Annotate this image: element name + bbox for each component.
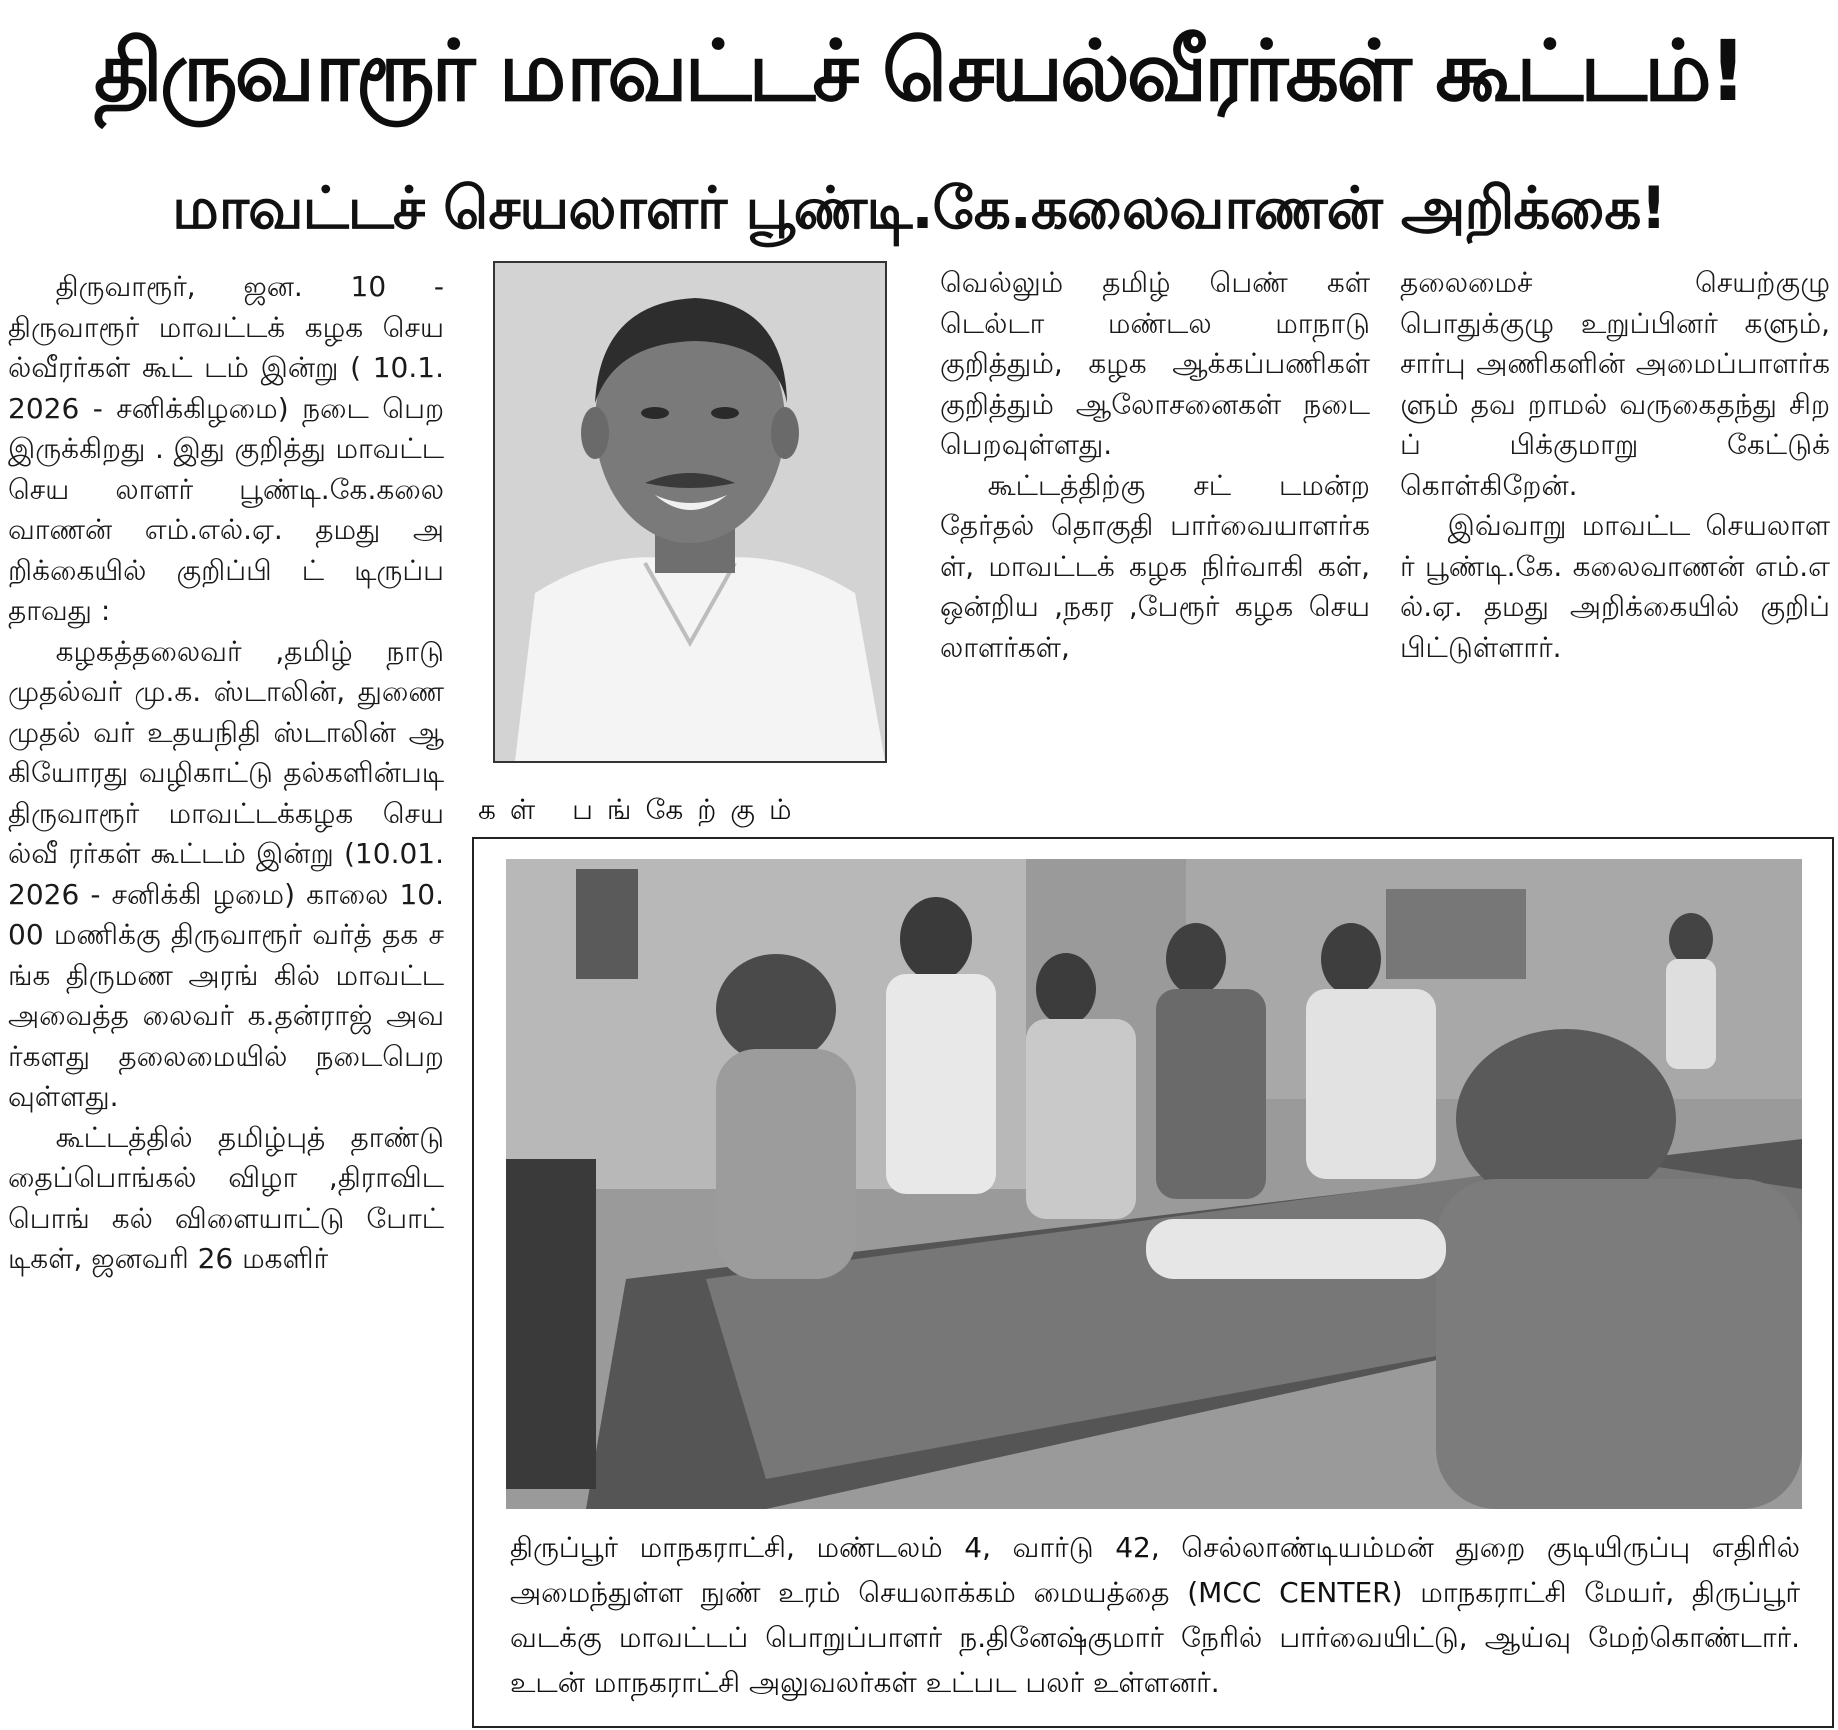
news-photo-box [472,837,1834,1728]
news-photo [506,859,1802,1509]
article-paragraph: தலைமைச் செயற்குழு பொதுக்குழு உறுப்பினர் களும், சார்பு அணிகளின் அமைப்பாளர்களும் தவ றாமல் வருகைதந்து சிறப் பிக்குமாறு கேட்டுக் கொள்கிறேன். [1400,266,1830,502]
article-column-4 [1400,263,1830,823]
article-paragraph: கழகத்தலைவர் ,தமிழ் நாடு முதல்வர் மு.க. ஸ்டாலின், துணை முதல் வர் உதயநிதி ஸ்டாலின் ஆகியோரது வழிகாட்டு தல்களின்படி திருவாரூர் மாவட்டக்கழக செயல்வீ ரர்கள் கூட்டம் இன்று (10.01.2026 - சனிக்கி ழமை) காலை 10.00 மணிக்கு திருவாரூர் வர்த் தக சங்க திருமண அரங் கில் மாவட்ட அவைத்த லைவர் க.தன்ராஜ் அவர்களது தலைமையில் நடைபெறவுள்ளது. [8,634,444,1113]
photo-caption: திருப்பூர் மாநகராட்சி, மண்டலம் 4, வார்டு 42, செல்லாண்டியம்மன் துறை குடியிருப்பு எதிரில் அமைந்துள்ள நுண் உரம் செயலாக்கம் மையத்தை (MCC CENTER) மாநகராட்சி மேயர், திருப்பூர் வடக்கு மாவட்டப் பொறுப்பாளர் ந.தினேஷ்குமார் நேரில் பார்வையிட்டு, ஆய்வு மேற்கொண்டார். உடன் மாநகராட்சி அலுவலர்கள் உட்பட பலர் உள்ளனர். [510,1531,1800,1699]
headline: திருவாரூர் மாவட்டச் செயல்வீரர்கள் கூட்டம்! [93,22,1745,120]
article-column-1 [8,267,444,1727]
column-2-tail-text: கள் பங்கேற்கும் [478,793,806,826]
article-paragraph: திருவாரூர், ஜன. 10 - திருவாரூர் மாவட்டக் கழக செயல்வீரர்கள் கூட் டம் இன்று ( 10.1.2026 - சனிக்கிழமை) நடை பெற இருக்கிறது . இது குறித்து மாவட்ட செய லாளர் பூண்டி.கே.கலை வாணன் எம்.எல்.ஏ. தமது அறிக்கையில் குறிப்பி ட் டிருப்ப தாவது : [8,270,444,627]
article-paragraph: கூட்டத்தில் தமிழ்புத் தாண்டு தைப்பொங்கல் விழா ,திராவிட பொங் கல் விளையாட்டு போட் டிகள், ஜனவரி 26 மகளிர் [8,1120,444,1275]
article-paragraph: இவ்வாறு மாவட்ட செயலாளர் பூண்டி.கே. கலைவாணன் எம்.எல்.ஏ. தமது அறிக்கையில் குறிப் பிட்டுள்ளார். [1400,509,1830,664]
article-column-3 [940,263,1370,823]
portrait-photo [493,261,887,763]
article-paragraph: கூட்டத்திற்கு சட் டமன்ற தேர்தல் தொகுதி பார்வையாளர்கள், மாவட்டக் கழக நிர்வாகி கள், ஒன்றிய ,நகர ,பேரூர் கழக செயலாளர்கள், [940,468,1370,664]
article-paragraph: வெல்லும் தமிழ் பெண் கள் டெல்டா மண்டல மாநாடு குறித்தும், கழக ஆக்கப்பணிகள் குறித்தும் ஆலோசனைகள் நடை பெறவுள்ளது. [940,266,1370,461]
subheadline: மாவட்டச் செயலாளர் பூண்டி.கே.கலைவாணன் அறிக்கை! [172,174,1666,242]
